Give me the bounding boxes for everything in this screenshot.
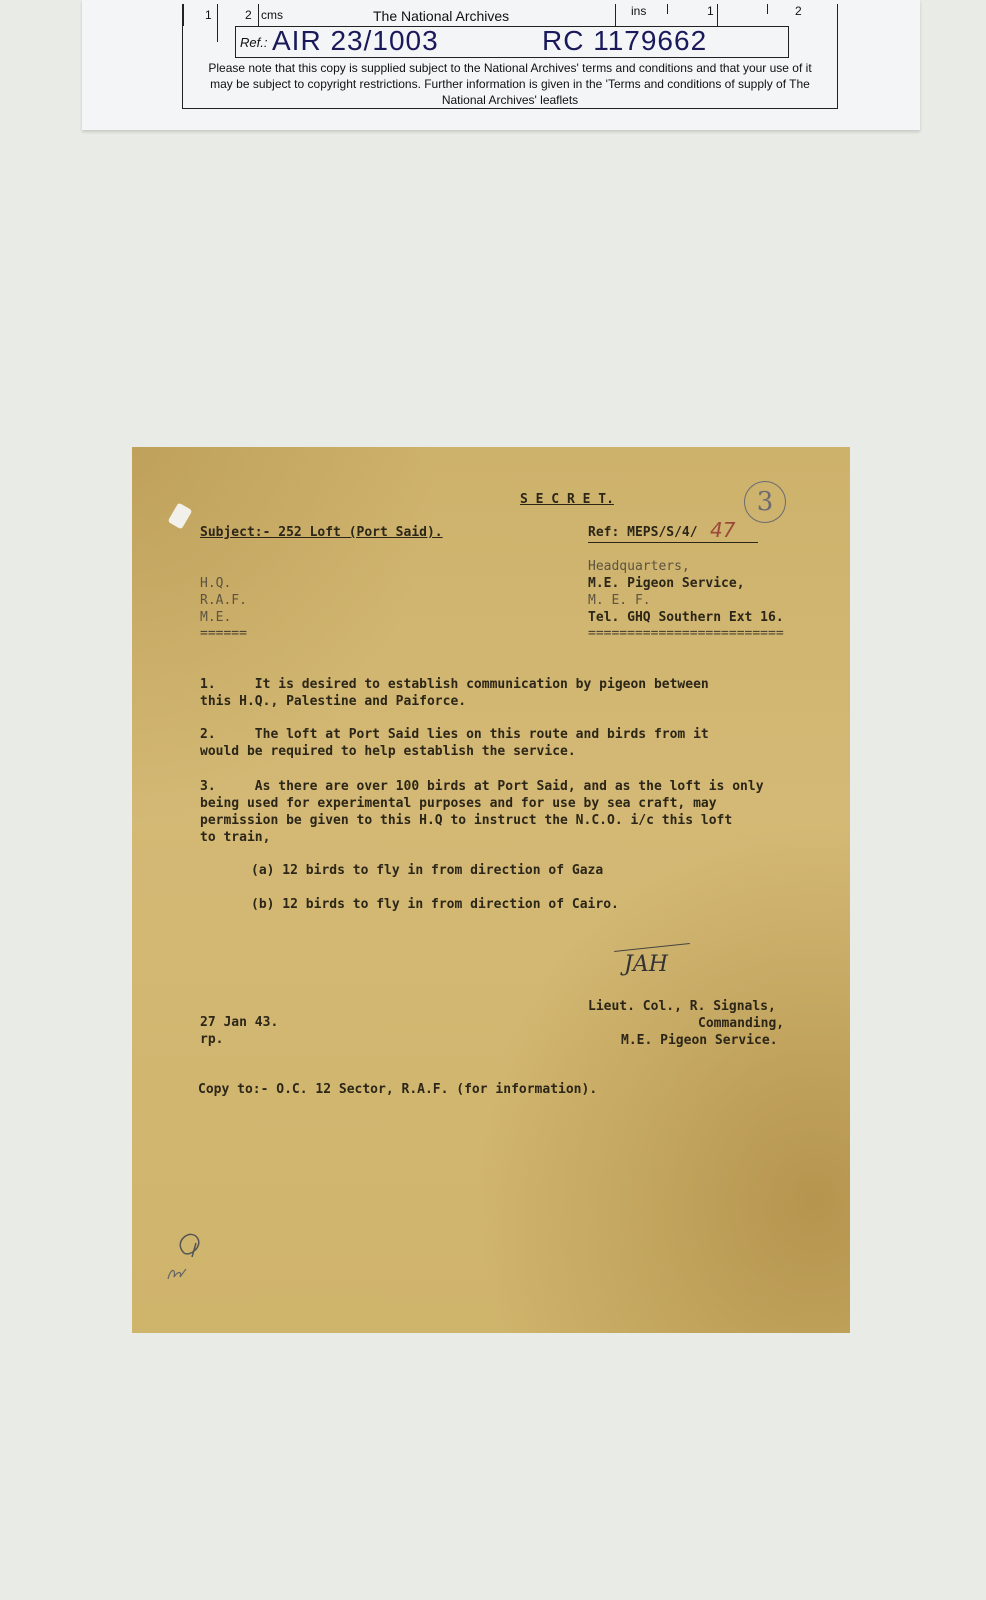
signer-line-2: Commanding, [698,1016,785,1031]
reference-field [235,26,789,58]
ruler-ins-1: 1 [707,4,714,18]
archives-header-slip [82,0,920,130]
ref-handwritten-number: 47 [710,518,736,542]
ruler-cm-1: 1 [205,8,212,22]
to-line-3: M.E. [200,610,232,625]
from-line-2: M.E. Pigeon Service, [588,576,745,591]
ruler-ins-2: 2 [795,4,802,18]
to-line-1: H.Q. [200,576,232,591]
ref-handwritten: AIR 23/1003 [272,25,439,56]
ruler-tick [767,4,768,14]
signature: JAH [624,952,668,977]
para3-line-4: to train, [200,830,271,845]
from-line-3: M. E. F. [588,593,651,608]
typist-initials: rp. [200,1032,224,1047]
item-a: (a) 12 birds to fly in from direction of Gaza [251,863,604,878]
ref-typed: Ref: MEPS/S/4/ [588,525,698,540]
pencil-mark [162,1223,212,1283]
classification: S E C R E T. [520,492,614,507]
para2-line-2: would be required to help establish the service. [200,744,576,759]
copy-to-line: Copy to:- O.C. 12 Sector, R.A.F. (for information). [198,1082,598,1097]
para3-line-2: being used for experimental purposes and for use by sea craft, may [200,796,717,811]
para3-line-1: 3. As there are over 100 birds at Port Said, and as the loft is only [200,779,764,794]
ruler-ins-label: ins [631,4,647,18]
ruler-cm-2: 2 [245,8,252,22]
ref-line [588,518,758,543]
folio-number: 3 [744,481,786,523]
to-line-2: R.A.F. [200,593,247,608]
ref-label: Ref.: [240,35,268,50]
signer-line-1: Lieut. Col., R. Signals, [588,999,776,1014]
ruler-tick [183,4,184,26]
copyright-notice: Please note that this copy is supplied subject to the National Archives' terms and conditions and that your use of it may be subject to copyright restrictions. Further information is given in the 'Terms and conditions of supply of The National Archives' leaflets [208,61,812,107]
ruler-cm-label: cms [261,8,283,22]
from-line-1: Headquarters, [588,559,690,574]
signer-line-3: M.E. Pigeon Service. [621,1033,778,1048]
from-underline: ========================= [588,626,784,641]
para1-line-1: 1. It is desired to establish communication by pigeon between [200,677,709,692]
paper-tear [168,502,193,529]
from-line-4: Tel. GHQ Southern Ext 16. [588,610,784,625]
ruler-row [183,4,837,26]
ruler-tick [667,4,668,14]
para1-line-2: this H.Q., Palestine and Paiforce. [200,694,467,709]
ruler-tick [217,4,218,42]
to-underline: ====== [200,626,247,641]
rc-handwritten: RC 1179662 [542,25,708,56]
item-b: (b) 12 birds to fly in from direction of Cairo. [251,897,619,912]
ruler-tick [615,4,616,26]
subject-line: Subject:- 252 Loft (Port Said). [200,525,443,540]
para2-line-1: 2. The loft at Port Said lies on this route and birds from it [200,727,709,742]
ruler-tick [258,4,259,26]
document-page [132,447,850,1333]
archives-title: The National Archives [373,8,510,24]
signature-stroke [614,943,690,952]
date: 27 Jan 43. [200,1015,279,1030]
para3-line-3: permission be given to this H.Q to instruct the N.C.O. i/c this loft [200,813,733,828]
archives-ref-box [182,4,838,109]
ruler-tick [717,4,718,26]
